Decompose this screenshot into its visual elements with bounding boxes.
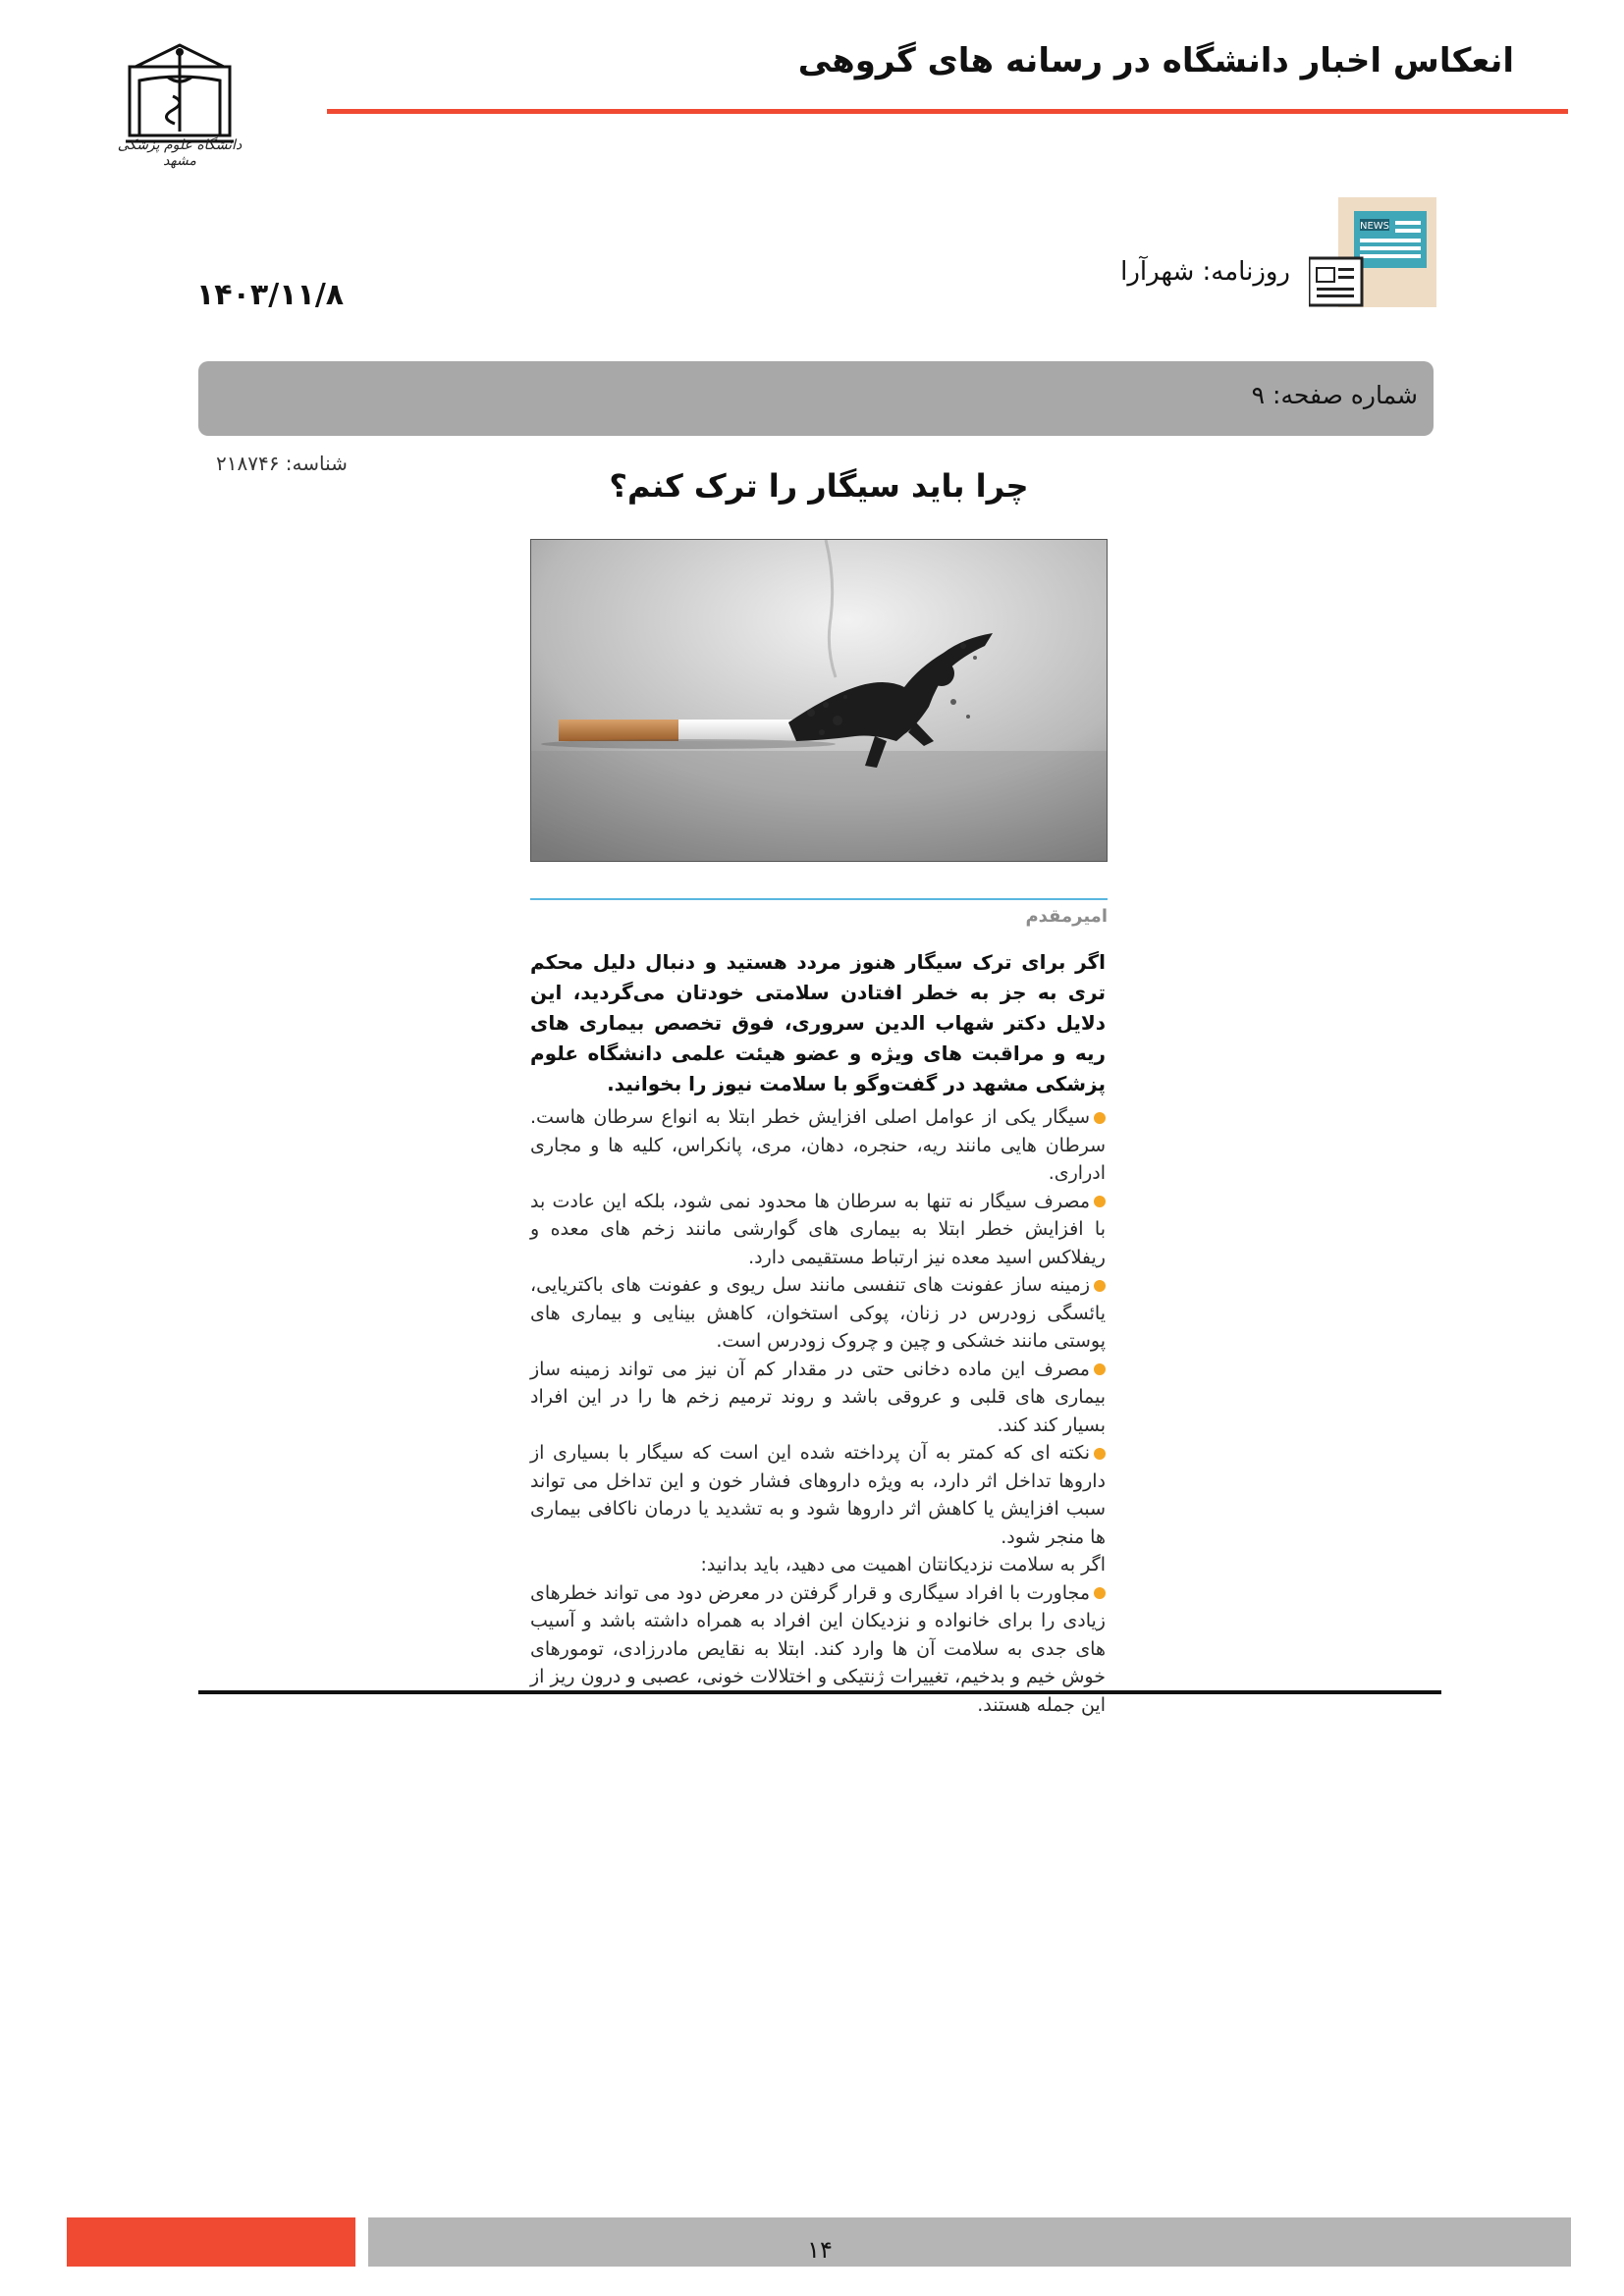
logo-caption: دانشگاه علوم پزشکی مشهد [117, 137, 243, 169]
paragraph-text: اگر به سلامت نزدیکانتان اهمیت می دهید، باید بدانید: [700, 1554, 1106, 1575]
article-lead: اگر برای ترک سیگار هنوز مردد هستید و دنبال دلیل محکم تری به جز به خطر افتادن سلامتی خودتان می‌گردید، این دلایل دکتر شهاب الدین سروری، فوق تخصص بیماری های ریه و مراقبت های ویژه و عضو هیئت علمی دانشگاه علوم پزشکی مشهد در گفت‌وگو با سلامت نیوز را بخوانید. [530, 950, 1106, 1095]
article-paragraph [530, 1103, 1106, 1188]
paragraph-text: سیگار یکی از عوامل اصلی افزایش خطر ابتلا به انواع سرطان هاست. سرطان هایی مانند ریه، حنجره، دهان، مری، پانکراس، کلیه ها و مجاری ادراری. [530, 1106, 1106, 1184]
author-byline: امیرمقدم [1025, 906, 1108, 927]
page-number: ۱۴ [807, 2236, 833, 2264]
page-header-title: انعکاس اخبار دانشگاه در رسانه های گروهی [797, 41, 1514, 80]
issue-date: ۱۴۰۳/۱۱/۸ [196, 278, 345, 312]
article-paragraph [530, 1439, 1106, 1551]
bullet-icon [1094, 1587, 1106, 1599]
paragraph-text: نکته ای که کمتر به آن پرداخته شده این است که سیگار با بسیاری از داروها تداخل اثر دارد، به ویژه داروهای فشار خون و این تداخل می تواند سبب افزایش یا کاهش اثر داروها شود و به تشدید یا درمان ناکافی بیماری ها منجر شود. [530, 1442, 1106, 1548]
article-paragraph [530, 1356, 1106, 1440]
footer-accent-bar [67, 2217, 355, 2267]
article-id: شناسه: ۲۱۸۷۴۶ [216, 452, 348, 475]
article-title: چرا باید سیگار را ترک کنم؟ [609, 467, 1029, 505]
article-paragraph [530, 1551, 1106, 1579]
byline-divider [530, 898, 1108, 900]
paragraph-text: مصرف این ماده دخانی حتی در مقدار کم آن نیز می تواند زمینه ساز بیماری های قلبی و عروقی باشد و روند ترمیم زخم ها را در این افراد بسیار کند کند. [530, 1358, 1106, 1436]
article-paragraphs [530, 1103, 1106, 1719]
source-page-number: شماره صفحه: ۹ [1251, 381, 1418, 409]
paragraph-text: مجاورت با افراد سیگاری و قرار گرفتن در معرض دود می تواند خطرهای زیادی را برای خانواده و نزدیکان این افراد به همراه داشته باشد و آسیب های جدی به سلامت آن ها وارد کند. ابتلا به نقایص مادرزادی، تومورهای خوش خیم و بدخیم، تغییرات ژنتیکی و اختلالات خونی، عصبی و درون ریز از این جمله هستند. [530, 1581, 1106, 1716]
newspaper-icon [1309, 197, 1436, 307]
bullet-icon [1094, 1112, 1106, 1124]
article-end-divider [198, 1690, 1441, 1694]
bullet-icon [1094, 1448, 1106, 1460]
page-number-bar [198, 361, 1434, 436]
article-body [530, 947, 1106, 1719]
paragraph-text: مصرف سیگار نه تنها به سرطان ها محدود نمی شود، بلکه این عادت بد با افزایش خطر ابتلا به بیماری های گوارشی مانند زخم های معده و ریفلاکس اسید معده نیز ارتباط مستقیمی دارد. [530, 1190, 1106, 1268]
header-divider [327, 109, 1568, 114]
bullet-icon [1094, 1196, 1106, 1207]
article-paragraph [530, 1271, 1106, 1356]
bullet-icon [1094, 1363, 1106, 1375]
footer-bar [368, 2217, 1571, 2267]
article-paragraph [530, 1188, 1106, 1272]
paragraph-text: زمینه ساز عفونت های تنفسی مانند سل ریوی و عفونت های باکتریایی، یائسگی زودرس در زنان، پوکی استخوان، کاهش بینایی و بیماری های پوستی مانند خشکی و چین و چروک زودرس است. [530, 1274, 1106, 1352]
news-icon-text: NEWS [1359, 221, 1390, 232]
bullet-icon [1094, 1280, 1106, 1292]
article-paragraph [530, 1579, 1106, 1720]
newspaper-source: روزنامه: شهرآرا [1120, 257, 1290, 287]
cigarette-smoke-figure-image [530, 539, 1108, 862]
